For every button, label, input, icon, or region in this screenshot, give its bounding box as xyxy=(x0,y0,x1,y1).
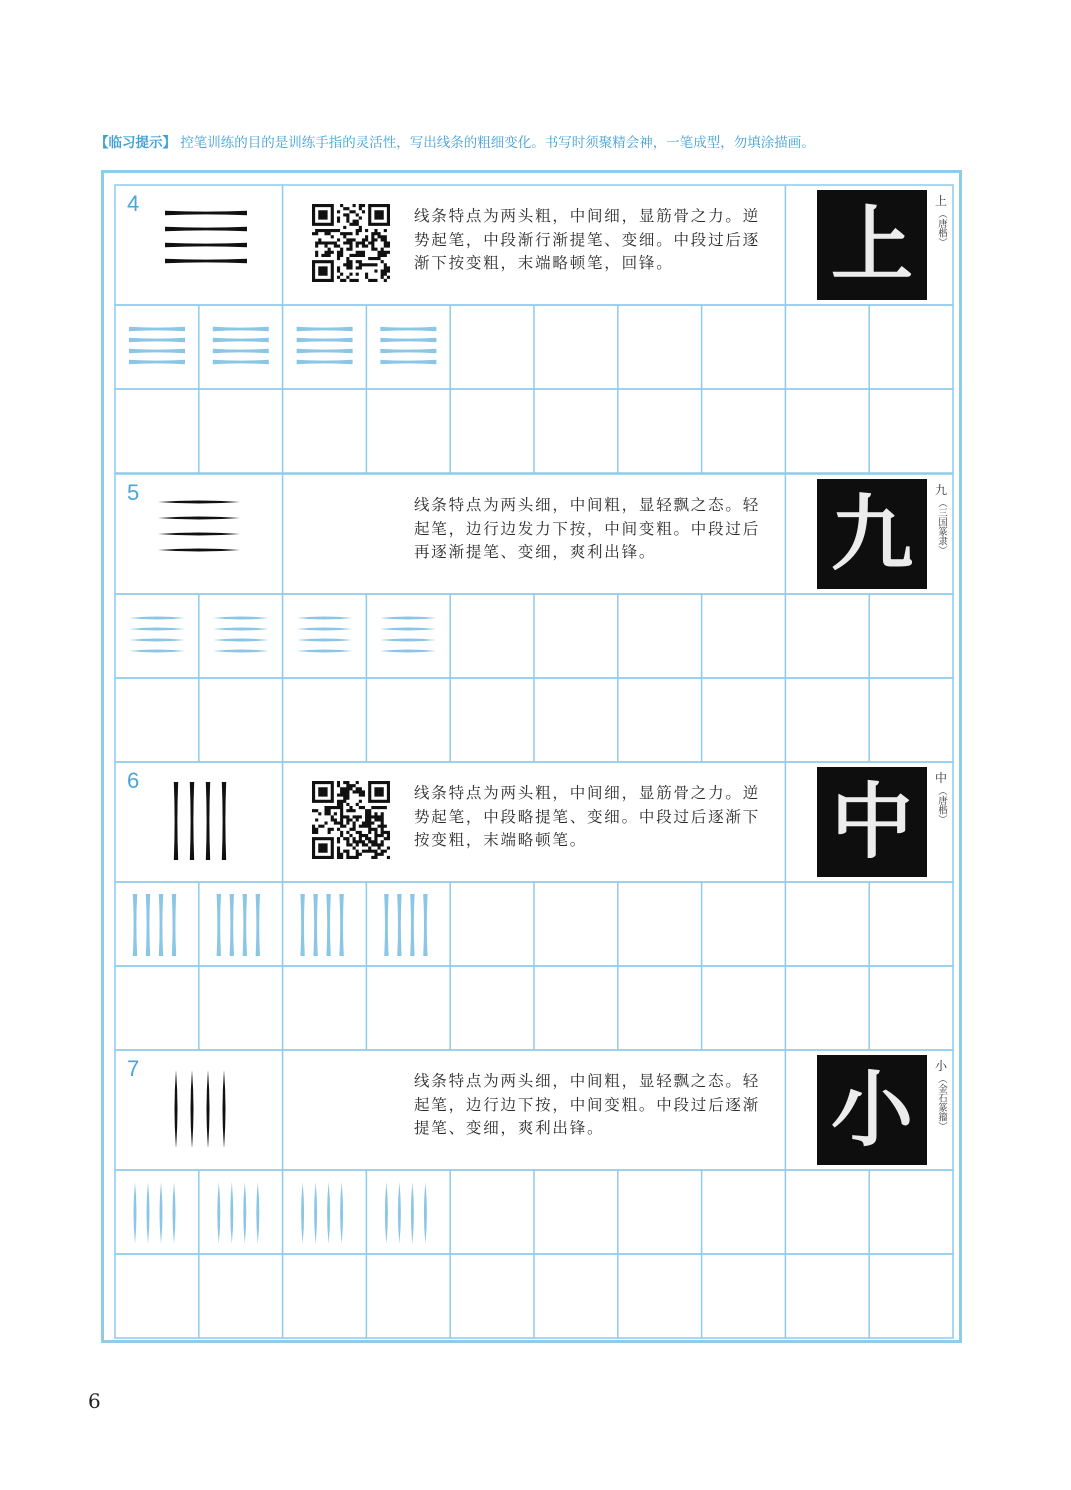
example-caption-char: 小 xyxy=(934,1059,947,1073)
guide-stroke xyxy=(424,1182,427,1244)
guide-stroke xyxy=(230,1182,233,1244)
example-caption-char: 上 xyxy=(934,194,947,208)
guide-stroke xyxy=(243,894,247,956)
guide-stroke xyxy=(297,628,353,631)
example-caption-source: （金石篆籀） xyxy=(936,1074,947,1131)
practice-tip-text: 控笔训练的目的是训练手指的灵活性，写出线条的粗细变化。书写时须聚精会神，一笔成型，勿填涂描画。 xyxy=(180,135,815,151)
guide-stroke xyxy=(129,360,185,364)
guide-stroke xyxy=(213,617,269,620)
sample-stroke xyxy=(206,782,210,860)
section-description: 线条特点为两头粗，中间细，显筋骨之力。逆势起笔，中段渐行渐提笔、变细。中段过后逐渐下按变粗，末端略顿笔，回锋。 xyxy=(414,207,761,272)
guide-stroke xyxy=(314,1182,317,1244)
guide-stroke xyxy=(243,1182,246,1244)
section-description: 线条特点为两头细，中间粗，显轻飘之态。轻起笔，边行边发力下按，中间变粗。中段过后再逐渐提笔、变细，爽利出锋。 xyxy=(414,496,761,561)
guide-stroke xyxy=(213,360,269,364)
qr-code-icon[interactable] xyxy=(312,781,390,859)
guide-stroke xyxy=(213,628,269,631)
guide-stroke xyxy=(380,617,436,620)
example-caption xyxy=(934,772,948,824)
sample-stroke xyxy=(158,549,240,552)
example-caption-char: 中 xyxy=(934,771,947,785)
guide-stroke xyxy=(256,1182,259,1244)
section-number: 4 xyxy=(127,191,140,216)
guide-stroke xyxy=(301,1182,304,1244)
guide-stroke xyxy=(380,327,436,331)
guide-stroke xyxy=(423,894,427,956)
guide-stroke xyxy=(129,628,185,631)
guide-stroke xyxy=(129,617,185,620)
guide-stroke xyxy=(380,360,436,364)
guide-stroke xyxy=(133,894,137,956)
guide-stroke xyxy=(300,894,304,956)
guide-stroke xyxy=(410,894,414,956)
guide-stroke xyxy=(385,1182,388,1244)
calligraphy-rubbing-image xyxy=(817,1055,927,1165)
calligraphy-rubbing-image xyxy=(817,479,927,589)
guide-stroke xyxy=(326,894,330,956)
guide-stroke xyxy=(129,338,185,342)
example-caption-char: 九 xyxy=(934,483,947,497)
guide-stroke xyxy=(411,1182,414,1244)
guide-stroke xyxy=(256,894,260,956)
guide-stroke xyxy=(297,360,353,364)
guide-stroke xyxy=(129,327,185,331)
example-caption-source: （唐楷） xyxy=(936,786,947,824)
rubbing-glyph: 中 xyxy=(830,774,913,870)
guide-stroke xyxy=(297,327,353,331)
sample-stroke xyxy=(222,782,226,860)
guide-stroke xyxy=(340,1182,343,1244)
guide-stroke xyxy=(380,349,436,353)
guide-stroke xyxy=(313,894,317,956)
guide-stroke xyxy=(217,894,221,956)
guide-stroke xyxy=(146,894,150,956)
section-number: 7 xyxy=(127,1056,140,1081)
example-caption xyxy=(934,1060,948,1131)
example-caption-source: （三国篆隶） xyxy=(936,498,947,555)
sample-stroke xyxy=(174,782,178,860)
rubbing-glyph: 小 xyxy=(830,1062,913,1158)
example-caption xyxy=(934,484,948,555)
section-description: 线条特点为两头粗，中间细，显筋骨之力。逆势起笔，中段略提笔、变细。中段过后逐渐下按变粗，末端略顿笔。 xyxy=(414,784,761,849)
guide-stroke xyxy=(297,617,353,620)
section-number: 6 xyxy=(127,768,140,793)
guide-stroke xyxy=(147,1182,150,1244)
rubbing-glyph: 九 xyxy=(830,486,913,582)
guide-stroke xyxy=(380,639,436,642)
guide-stroke xyxy=(297,639,353,642)
guide-stroke xyxy=(213,650,269,653)
guide-stroke xyxy=(213,327,269,331)
guide-stroke xyxy=(160,1182,163,1244)
sample-stroke xyxy=(165,243,247,247)
calligraphy-rubbing-image xyxy=(817,767,927,877)
sample-stroke xyxy=(191,1070,194,1148)
guide-stroke xyxy=(213,349,269,353)
guide-stroke xyxy=(213,639,269,642)
guide-stroke xyxy=(129,349,185,353)
guide-stroke xyxy=(327,1182,330,1244)
rubbing-glyph: 上 xyxy=(830,197,913,293)
qr-code-icon[interactable] xyxy=(312,204,390,282)
guide-stroke xyxy=(230,894,234,956)
guide-stroke xyxy=(297,338,353,342)
guide-stroke xyxy=(297,650,353,653)
guide-stroke xyxy=(159,894,163,956)
sample-stroke xyxy=(190,782,194,860)
guide-stroke xyxy=(380,628,436,631)
calligraphy-rubbing-image xyxy=(817,190,927,300)
sample-stroke xyxy=(165,227,247,231)
guide-stroke xyxy=(397,894,401,956)
sample-stroke xyxy=(158,533,240,536)
guide-stroke xyxy=(134,1182,137,1244)
guide-stroke xyxy=(129,650,185,653)
guide-stroke xyxy=(213,338,269,342)
practice-tip-label: 【临习提示】 xyxy=(95,135,176,151)
page-number: 6 xyxy=(88,1389,101,1413)
section-description: 线条特点为两头细，中间粗，显轻飘之态。轻起笔，边行边下按，中间变粗。中段过后逐渐提笔、变细，爽利出锋。 xyxy=(414,1072,761,1137)
sample-stroke xyxy=(175,1070,178,1148)
guide-stroke xyxy=(339,894,343,956)
guide-stroke xyxy=(384,894,388,956)
sample-stroke xyxy=(158,517,240,520)
guide-stroke xyxy=(217,1182,220,1244)
guide-stroke xyxy=(380,650,436,653)
example-caption xyxy=(934,195,948,247)
section-number: 5 xyxy=(127,480,140,505)
guide-stroke xyxy=(172,894,176,956)
sample-stroke xyxy=(158,501,240,504)
guide-stroke xyxy=(297,349,353,353)
guide-stroke xyxy=(129,639,185,642)
sample-stroke xyxy=(165,211,247,215)
guide-stroke xyxy=(173,1182,176,1244)
sample-stroke xyxy=(207,1070,210,1148)
sample-stroke xyxy=(223,1070,226,1148)
example-caption-source: （唐楷） xyxy=(936,209,947,247)
guide-stroke xyxy=(398,1182,401,1244)
sample-stroke xyxy=(165,259,247,263)
guide-stroke xyxy=(380,338,436,342)
